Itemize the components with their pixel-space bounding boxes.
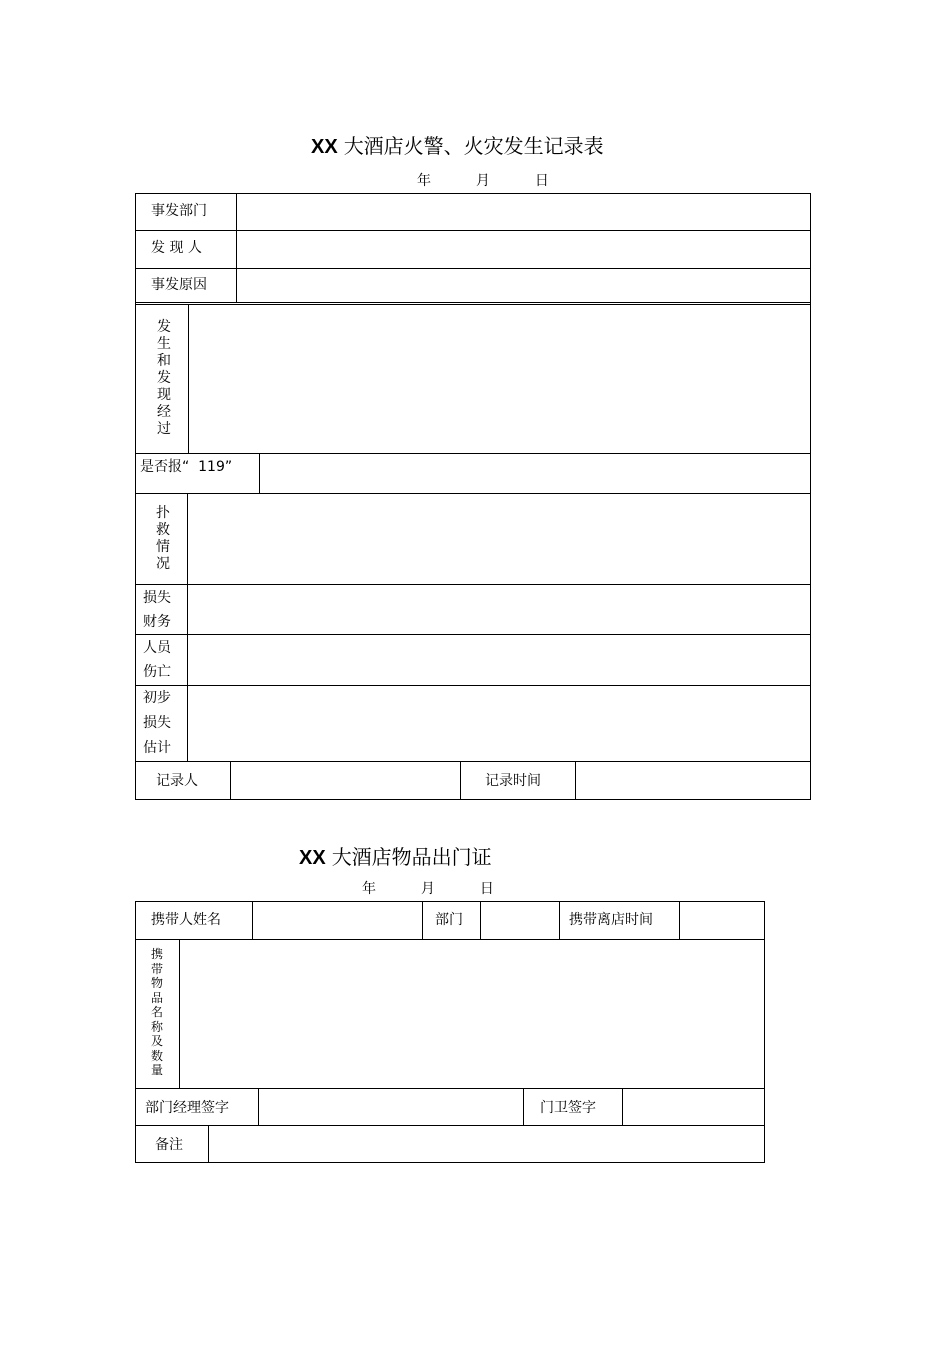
- form2-title-prefix: XX: [299, 847, 326, 869]
- recorder-field[interactable]: [231, 762, 460, 799]
- manager-sign-field[interactable]: [259, 1089, 523, 1125]
- form1-title-prefix: XX: [311, 136, 338, 158]
- form2-date-day: 日: [479, 881, 494, 897]
- manager-sign-label: 部门经理签字: [145, 1100, 229, 1116]
- rescue-field[interactable]: [188, 494, 810, 584]
- process-label: 发 生 和 发 现 经 过: [157, 319, 171, 437]
- report119-label: 是否报“ 119”: [140, 459, 233, 475]
- form1-title: [311, 130, 604, 159]
- estimate-field[interactable]: [188, 686, 810, 761]
- casualty-label: 人员 伤亡: [143, 640, 171, 680]
- record-time-label: 记录时间: [485, 773, 541, 789]
- guard-sign-field[interactable]: [623, 1089, 764, 1125]
- form2-dept-label: 部门: [435, 912, 463, 928]
- items-label: 携 带 物 品 名 称 及 数 量: [150, 947, 163, 1077]
- dept-field[interactable]: [237, 194, 810, 230]
- guard-sign-label: 门卫签字: [540, 1100, 596, 1116]
- form2-title: [299, 841, 492, 870]
- dept-label: 事发部门: [151, 203, 207, 219]
- carrier-name-label: 携带人姓名: [151, 912, 221, 928]
- leave-time-field[interactable]: [680, 902, 764, 939]
- form2-date-month: 月: [420, 881, 435, 897]
- carrier-name-field[interactable]: [253, 902, 422, 939]
- leave-time-label: 携带离店时间: [569, 912, 653, 928]
- remark-field[interactable]: [209, 1126, 764, 1162]
- rescue-label: 扑 救 情 况: [156, 505, 170, 572]
- form1-date-month: 月: [475, 173, 490, 189]
- form1-date-year: 年: [417, 173, 431, 189]
- items-field[interactable]: [180, 940, 764, 1088]
- form1-date-day: 日: [534, 173, 549, 189]
- process-field[interactable]: [189, 305, 810, 453]
- cause-field[interactable]: [237, 269, 810, 302]
- loss-property-label: 损失 财务: [143, 590, 171, 630]
- loss-property-field[interactable]: [188, 585, 810, 634]
- form1-title-text: 大酒店火警、火灾发生记录表: [343, 134, 604, 158]
- report119-field[interactable]: [260, 454, 810, 493]
- casualty-field[interactable]: [188, 635, 810, 685]
- finder-field[interactable]: [237, 231, 810, 268]
- remark-label: 备注: [155, 1137, 183, 1153]
- record-time-field[interactable]: [576, 762, 810, 799]
- form2-date-year: 年: [362, 881, 376, 897]
- finder-label: 发 现 人: [151, 240, 202, 256]
- form2-date: [362, 878, 494, 898]
- recorder-label: 记录人: [156, 773, 198, 789]
- estimate-label: 初步 损失 估计: [143, 690, 171, 756]
- form2-dept-field[interactable]: [481, 902, 559, 939]
- form1-date: [417, 170, 549, 190]
- form2-title-text: 大酒店物品出门证: [331, 845, 492, 869]
- cause-label: 事发原因: [151, 277, 207, 293]
